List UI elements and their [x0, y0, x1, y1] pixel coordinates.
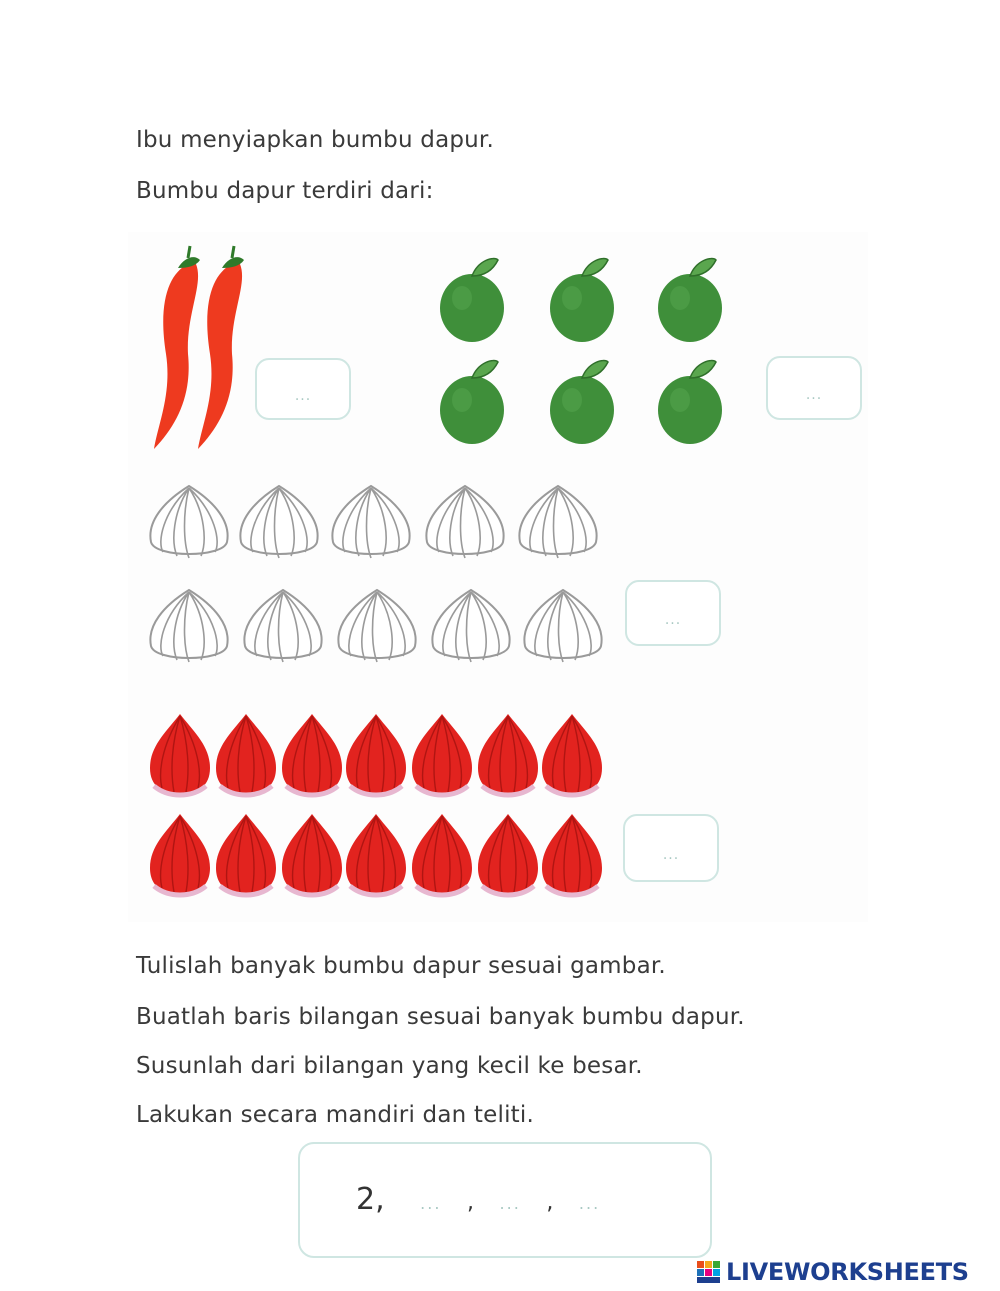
- liveworksheets-logo-icon: [696, 1260, 722, 1284]
- chili-count-placeholder: ...: [294, 388, 312, 404]
- garlic-count-box[interactable]: [625, 580, 721, 646]
- liveworksheets-brand: [696, 1258, 969, 1286]
- shallot-icon: [214, 812, 278, 898]
- lime-icon: [656, 356, 726, 446]
- lime-count-placeholder: ...: [805, 387, 823, 403]
- garlic-icon: [143, 586, 235, 668]
- lime-icon: [438, 356, 508, 446]
- lime-icon: [438, 254, 508, 344]
- intro-line-2: Bumbu dapur terdiri dari:: [136, 178, 434, 204]
- shallot-icon: [214, 712, 278, 798]
- sequence-blank-2[interactable]: ...: [499, 1194, 521, 1213]
- chili-icon: [192, 244, 254, 454]
- sequence-first-number: 2,: [356, 1182, 385, 1217]
- instruction-line-1: Tulislah banyak bumbu dapur sesuai gambar.: [136, 953, 666, 979]
- shallot-icon: [410, 712, 474, 798]
- intro-line-1: Ibu menyiapkan bumbu dapur.: [136, 127, 494, 153]
- shallot-icon: [410, 812, 474, 898]
- garlic-icon: [512, 482, 604, 564]
- sequence-blank-1[interactable]: ...: [420, 1194, 442, 1213]
- instruction-line-2: Buatlah baris bilangan sesuai banyak bumbu dapur.: [136, 1004, 745, 1030]
- shallot-icon: [476, 812, 540, 898]
- shallot-icon: [540, 712, 604, 798]
- lime-icon: [656, 254, 726, 344]
- shallot-icon: [344, 712, 408, 798]
- garlic-icon: [233, 482, 325, 564]
- shallot-icon: [476, 712, 540, 798]
- instruction-line-4: Lakukan secara mandiri dan teliti.: [136, 1102, 535, 1128]
- garlic-icon: [331, 586, 423, 668]
- chili-count-box[interactable]: [255, 358, 351, 420]
- sequence-separator: ,: [466, 1190, 474, 1215]
- instruction-line-3: Susunlah dari bilangan yang kecil ke besar.: [136, 1053, 643, 1079]
- garlic-icon: [425, 586, 517, 668]
- lime-count-box[interactable]: [766, 356, 862, 420]
- garlic-count-placeholder: ...: [664, 612, 682, 628]
- shallot-icon: [344, 812, 408, 898]
- number-sequence-box: [298, 1142, 712, 1258]
- garlic-icon: [419, 482, 511, 564]
- garlic-icon: [143, 482, 235, 564]
- garlic-icon: [325, 482, 417, 564]
- sequence-blank-3[interactable]: ...: [578, 1194, 601, 1213]
- garlic-icon: [237, 586, 329, 668]
- number-sequence: [356, 1182, 600, 1217]
- shallot-icon: [540, 812, 604, 898]
- shallot-count-box[interactable]: [623, 814, 719, 882]
- sequence-separator: ,: [546, 1190, 554, 1215]
- shallot-icon: [148, 812, 212, 898]
- shallot-icon: [280, 712, 344, 798]
- garlic-icon: [517, 586, 609, 668]
- lime-icon: [548, 356, 618, 446]
- shallot-icon: [280, 812, 344, 898]
- lime-icon: [548, 254, 618, 344]
- brand-text: LIVEWORKSHEETS: [726, 1258, 969, 1286]
- shallot-count-placeholder: ...: [662, 847, 680, 863]
- shallot-icon: [148, 712, 212, 798]
